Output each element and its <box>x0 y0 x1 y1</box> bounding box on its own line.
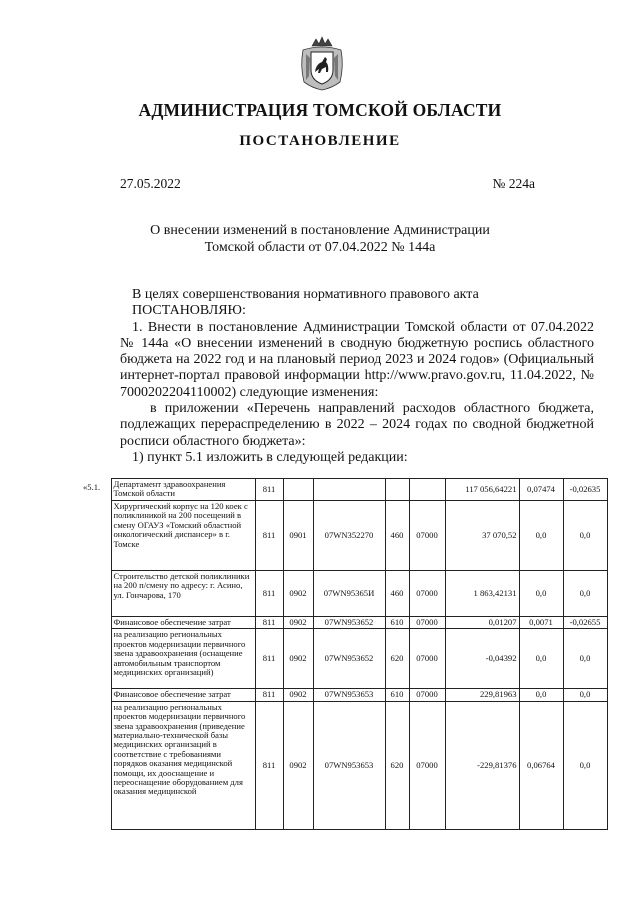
cell-name: Финансовое обеспечение затрат <box>111 617 255 629</box>
table-row <box>81 479 607 501</box>
cell-grbs: 811 <box>255 571 283 617</box>
cell-kvr: 610 <box>385 689 409 701</box>
document-type: ПОСТАНОВЛЕНИЕ <box>239 133 401 149</box>
cell-name: Строительство детской поликлиники на 200 п/смену по адресу: г. Асино, ул. Гончарова, 170 <box>111 571 255 617</box>
paragraph-1-first-line: 1. Внести в постановление Администрации Томской области от 07.04.2022 <box>132 319 594 335</box>
cell-v2023: 0,0 <box>519 629 563 689</box>
cell-v2024: -0,02635 <box>563 479 607 501</box>
cell-grbs: 811 <box>255 629 283 689</box>
cell-v2023: 0,0 <box>519 571 563 617</box>
cell-v2022: 0,01207 <box>445 617 519 629</box>
cell-v2022: 117 056,64221 <box>445 479 519 501</box>
cell-article: 07WN953653 <box>313 689 385 701</box>
cell-code: 07000 <box>409 617 445 629</box>
cell-v2024: 0,0 <box>563 501 607 571</box>
cell-grbs: 811 <box>255 617 283 629</box>
cell-section: 0902 <box>283 571 313 617</box>
cell-v2024: 0,0 <box>563 629 607 689</box>
cell-v2023: 0,07474 <box>519 479 563 501</box>
cell-code: 07000 <box>409 629 445 689</box>
cell-kvr: 610 <box>385 617 409 629</box>
cell-v2022: 1 863,42131 <box>445 571 519 617</box>
cell-article: 07WN953652 <box>313 617 385 629</box>
cell-grbs: 811 <box>255 701 283 829</box>
cell-article: 07WN953653 <box>313 701 385 829</box>
cell-v2024: -0,02655 <box>563 617 607 629</box>
table-row <box>81 629 607 689</box>
decree-word: ПОСТАНОВЛЯЮ: <box>132 303 246 319</box>
title-line-1: О внесении изменений в постановление Администрации <box>150 223 490 238</box>
cell-section: 0902 <box>283 689 313 701</box>
cell-name: на реализацию региональных проектов модернизации первичного звена здравоохранения (приведение материально-технической базы медицинских организаций в соответствие с требованиями порядков оказания медицинской помощи, их дооснащение и переоснащение оборудованием для оказания медицинской <box>111 701 255 829</box>
cell-code <box>409 479 445 501</box>
cell-v2024: 0,0 <box>563 571 607 617</box>
table-row <box>81 501 607 571</box>
paragraph-3: 1) пункт 5.1 изложить в следующей редакции: <box>132 449 408 465</box>
cell-kvr: 460 <box>385 501 409 571</box>
title-line-2: Томской области от 07.04.2022 № 144а <box>204 240 436 255</box>
document-date: 27.05.2022 <box>120 176 181 191</box>
cell-grbs: 811 <box>255 689 283 701</box>
cell-grbs: 811 <box>255 501 283 571</box>
document-number: № 224а <box>492 176 535 191</box>
appendix-table <box>81 478 608 830</box>
intro-paragraph: В целях совершенствования нормативного правового акта <box>132 287 479 302</box>
coat-of-arms-emblem <box>298 36 346 92</box>
table-row <box>81 571 607 617</box>
cell-v2023: 0,0 <box>519 689 563 701</box>
cell-section: 0902 <box>283 629 313 689</box>
cell-v2023: 0,06764 <box>519 701 563 829</box>
table-row <box>81 701 607 829</box>
cell-section: 0902 <box>283 701 313 829</box>
cell-section <box>283 479 313 501</box>
cell-article <box>313 479 385 501</box>
cell-v2024: 0,0 <box>563 701 607 829</box>
cell-section: 0901 <box>283 501 313 571</box>
cell-v2022: 37 070,52 <box>445 501 519 571</box>
organization-name: АДМИНИСТРАЦИЯ ТОМСКОЙ ОБЛАСТИ <box>138 100 502 120</box>
cell-code: 07000 <box>409 501 445 571</box>
table-row <box>81 689 607 701</box>
cell-v2022: -0,04392 <box>445 629 519 689</box>
cell-grbs: 811 <box>255 479 283 501</box>
cell-name: Департамент здравоохранения Томской области <box>111 479 255 501</box>
cell-v2024: 0,0 <box>563 689 607 701</box>
cell-v2023: 0,0071 <box>519 617 563 629</box>
cell-article: 07WN95365И <box>313 571 385 617</box>
cell-kvr: 620 <box>385 701 409 829</box>
item-number-mark: «5.1. <box>83 481 101 492</box>
cell-kvr: 620 <box>385 629 409 689</box>
document-body <box>120 287 594 466</box>
cell-code: 07000 <box>409 571 445 617</box>
cell-kvr: 460 <box>385 571 409 617</box>
cell-name: Хирургический корпус на 120 коек с поликлиникой на 200 посещений в смену ОГАУЗ «Томский областной онкологический диспансер» в г. Томске <box>111 501 255 571</box>
cell-name: Финансовое обеспечение затрат <box>111 689 255 701</box>
cell-v2023: 0,0 <box>519 501 563 571</box>
cell-code: 07000 <box>409 701 445 829</box>
cell-article: 07WN352270 <box>313 501 385 571</box>
cell-section: 0902 <box>283 617 313 629</box>
cell-v2022: 229,81963 <box>445 689 519 701</box>
cell-kvr <box>385 479 409 501</box>
document-title <box>110 222 530 256</box>
cell-article: 07WN953652 <box>313 629 385 689</box>
table-row <box>81 617 607 629</box>
paragraph-1-rest: № 144а «О внесении изменений в сводную бюджетную роспись областного бюджета на 2022 год и на плановый период 2023 и 2024 годов» (Официальный интернет-портал правовой информации http://www.pravo.gov.ru, 11.04.2022, № 7000202204110002) следующие изменения: <box>120 335 594 400</box>
cell-code: 07000 <box>409 689 445 701</box>
paragraph-2: в приложении «Перечень направлений расходов областного бюджета, подлежащих перераспределению в 2022 – 2024 годах по сводной бюджетной росписи областного бюджета»: <box>120 401 594 449</box>
cell-name: на реализацию региональных проектов модернизации первичного звена здравоохранения (оснащение автомобильным транспортом медицинских организаций) <box>111 629 255 689</box>
cell-v2022: -229,81376 <box>445 701 519 829</box>
